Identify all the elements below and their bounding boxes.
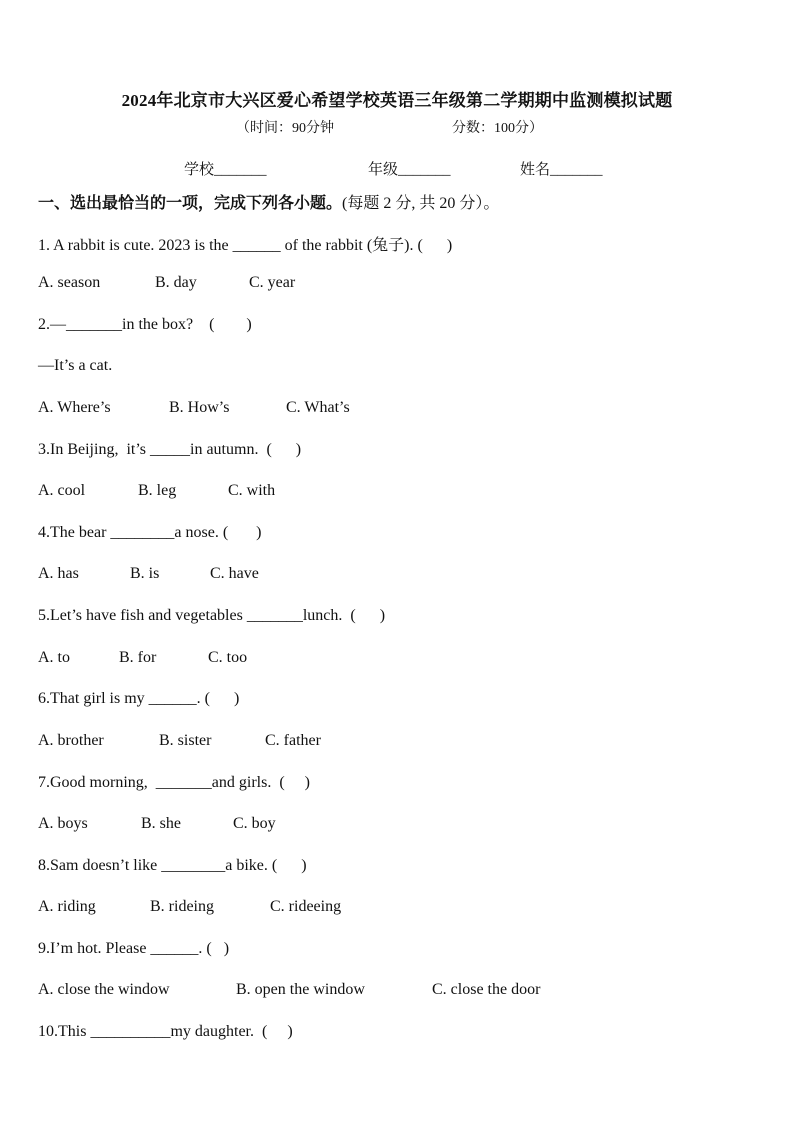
question-4: 4.The bear ________a nose. ( ) xyxy=(38,524,262,541)
section-heading xyxy=(38,190,499,213)
q3-option-b[interactable]: B. leg xyxy=(138,482,177,499)
q8-option-b[interactable]: B. rideing xyxy=(150,898,214,915)
q5-option-b[interactable]: B. for xyxy=(119,649,157,666)
q6-option-b[interactable]: B. sister xyxy=(159,732,212,749)
q7-option-c[interactable]: C. boy xyxy=(233,815,276,832)
q6-option-a[interactable]: A. brother xyxy=(38,732,104,749)
q4-option-b[interactable]: B. is xyxy=(130,565,160,582)
q2-option-c[interactable]: C. What’s xyxy=(286,399,350,416)
section-title: 一、选出最恰当的一项，完成下列各小题。 xyxy=(38,195,343,212)
question-1: 1. A rabbit is cute. 2023 is the ______ of the rabbit (兔子). ( ) xyxy=(38,237,453,254)
q6-option-c[interactable]: C. father xyxy=(265,732,321,749)
q8-option-c[interactable]: C. rideeing xyxy=(270,898,342,915)
name-field: 姓名_______ xyxy=(520,162,603,178)
question-9: 9.I’m hot. Please ______. ( ) xyxy=(38,940,230,957)
page-title: 2024年北京市大兴区爱心希望学校英语三年级第二学期期中监测模拟试题 xyxy=(121,91,673,110)
question-2: 2.—_______in the box? ( ) xyxy=(38,316,252,333)
q9-option-b[interactable]: B. open the window xyxy=(236,981,365,998)
q2-option-a[interactable]: A. Where’s xyxy=(38,399,111,416)
q3-option-a[interactable]: A. cool xyxy=(38,482,86,499)
q7-option-b[interactable]: B. she xyxy=(141,815,181,832)
question-6: 6.That girl is my ______. ( ) xyxy=(38,690,240,707)
section-note: (每题 2 分, 共 20 分）。 xyxy=(342,195,500,212)
question-2-answer-line: —It’s a cat. xyxy=(38,357,113,374)
exam-score: 分数：100分） xyxy=(452,121,543,136)
school-field: 学校_______ xyxy=(184,162,267,178)
q3-option-c[interactable]: C. with xyxy=(228,482,276,499)
q1-option-c[interactable]: C. year xyxy=(249,274,296,291)
q9-option-a[interactable]: A. close the window xyxy=(38,981,170,998)
q2-option-b[interactable]: B. How’s xyxy=(169,399,230,416)
question-10: 10.This __________my daughter. ( ) xyxy=(38,1023,293,1040)
question-8: 8.Sam doesn’t like ________a bike. ( ) xyxy=(38,857,307,874)
q7-option-a[interactable]: A. boys xyxy=(38,815,88,832)
grade-field: 年级_______ xyxy=(368,162,451,178)
q9-option-c[interactable]: C. close the door xyxy=(432,981,541,998)
q4-option-c[interactable]: C. have xyxy=(210,565,259,582)
q1-option-b[interactable]: B. day xyxy=(155,274,197,291)
exam-time: （时间：90分钟 xyxy=(236,121,334,136)
q4-option-a[interactable]: A. has xyxy=(38,565,79,582)
question-7: 7.Good morning, _______and girls. ( ) xyxy=(38,774,310,791)
q1-option-a[interactable]: A. season xyxy=(38,274,101,291)
question-3: 3.In Beijing, it’s _____in autumn. ( ) xyxy=(38,441,302,458)
question-5: 5.Let’s have fish and vegetables _______lunch. ( ) xyxy=(38,607,386,624)
q5-option-a[interactable]: A. to xyxy=(38,649,70,666)
q8-option-a[interactable]: A. riding xyxy=(38,898,96,915)
q5-option-c[interactable]: C. too xyxy=(208,649,248,666)
